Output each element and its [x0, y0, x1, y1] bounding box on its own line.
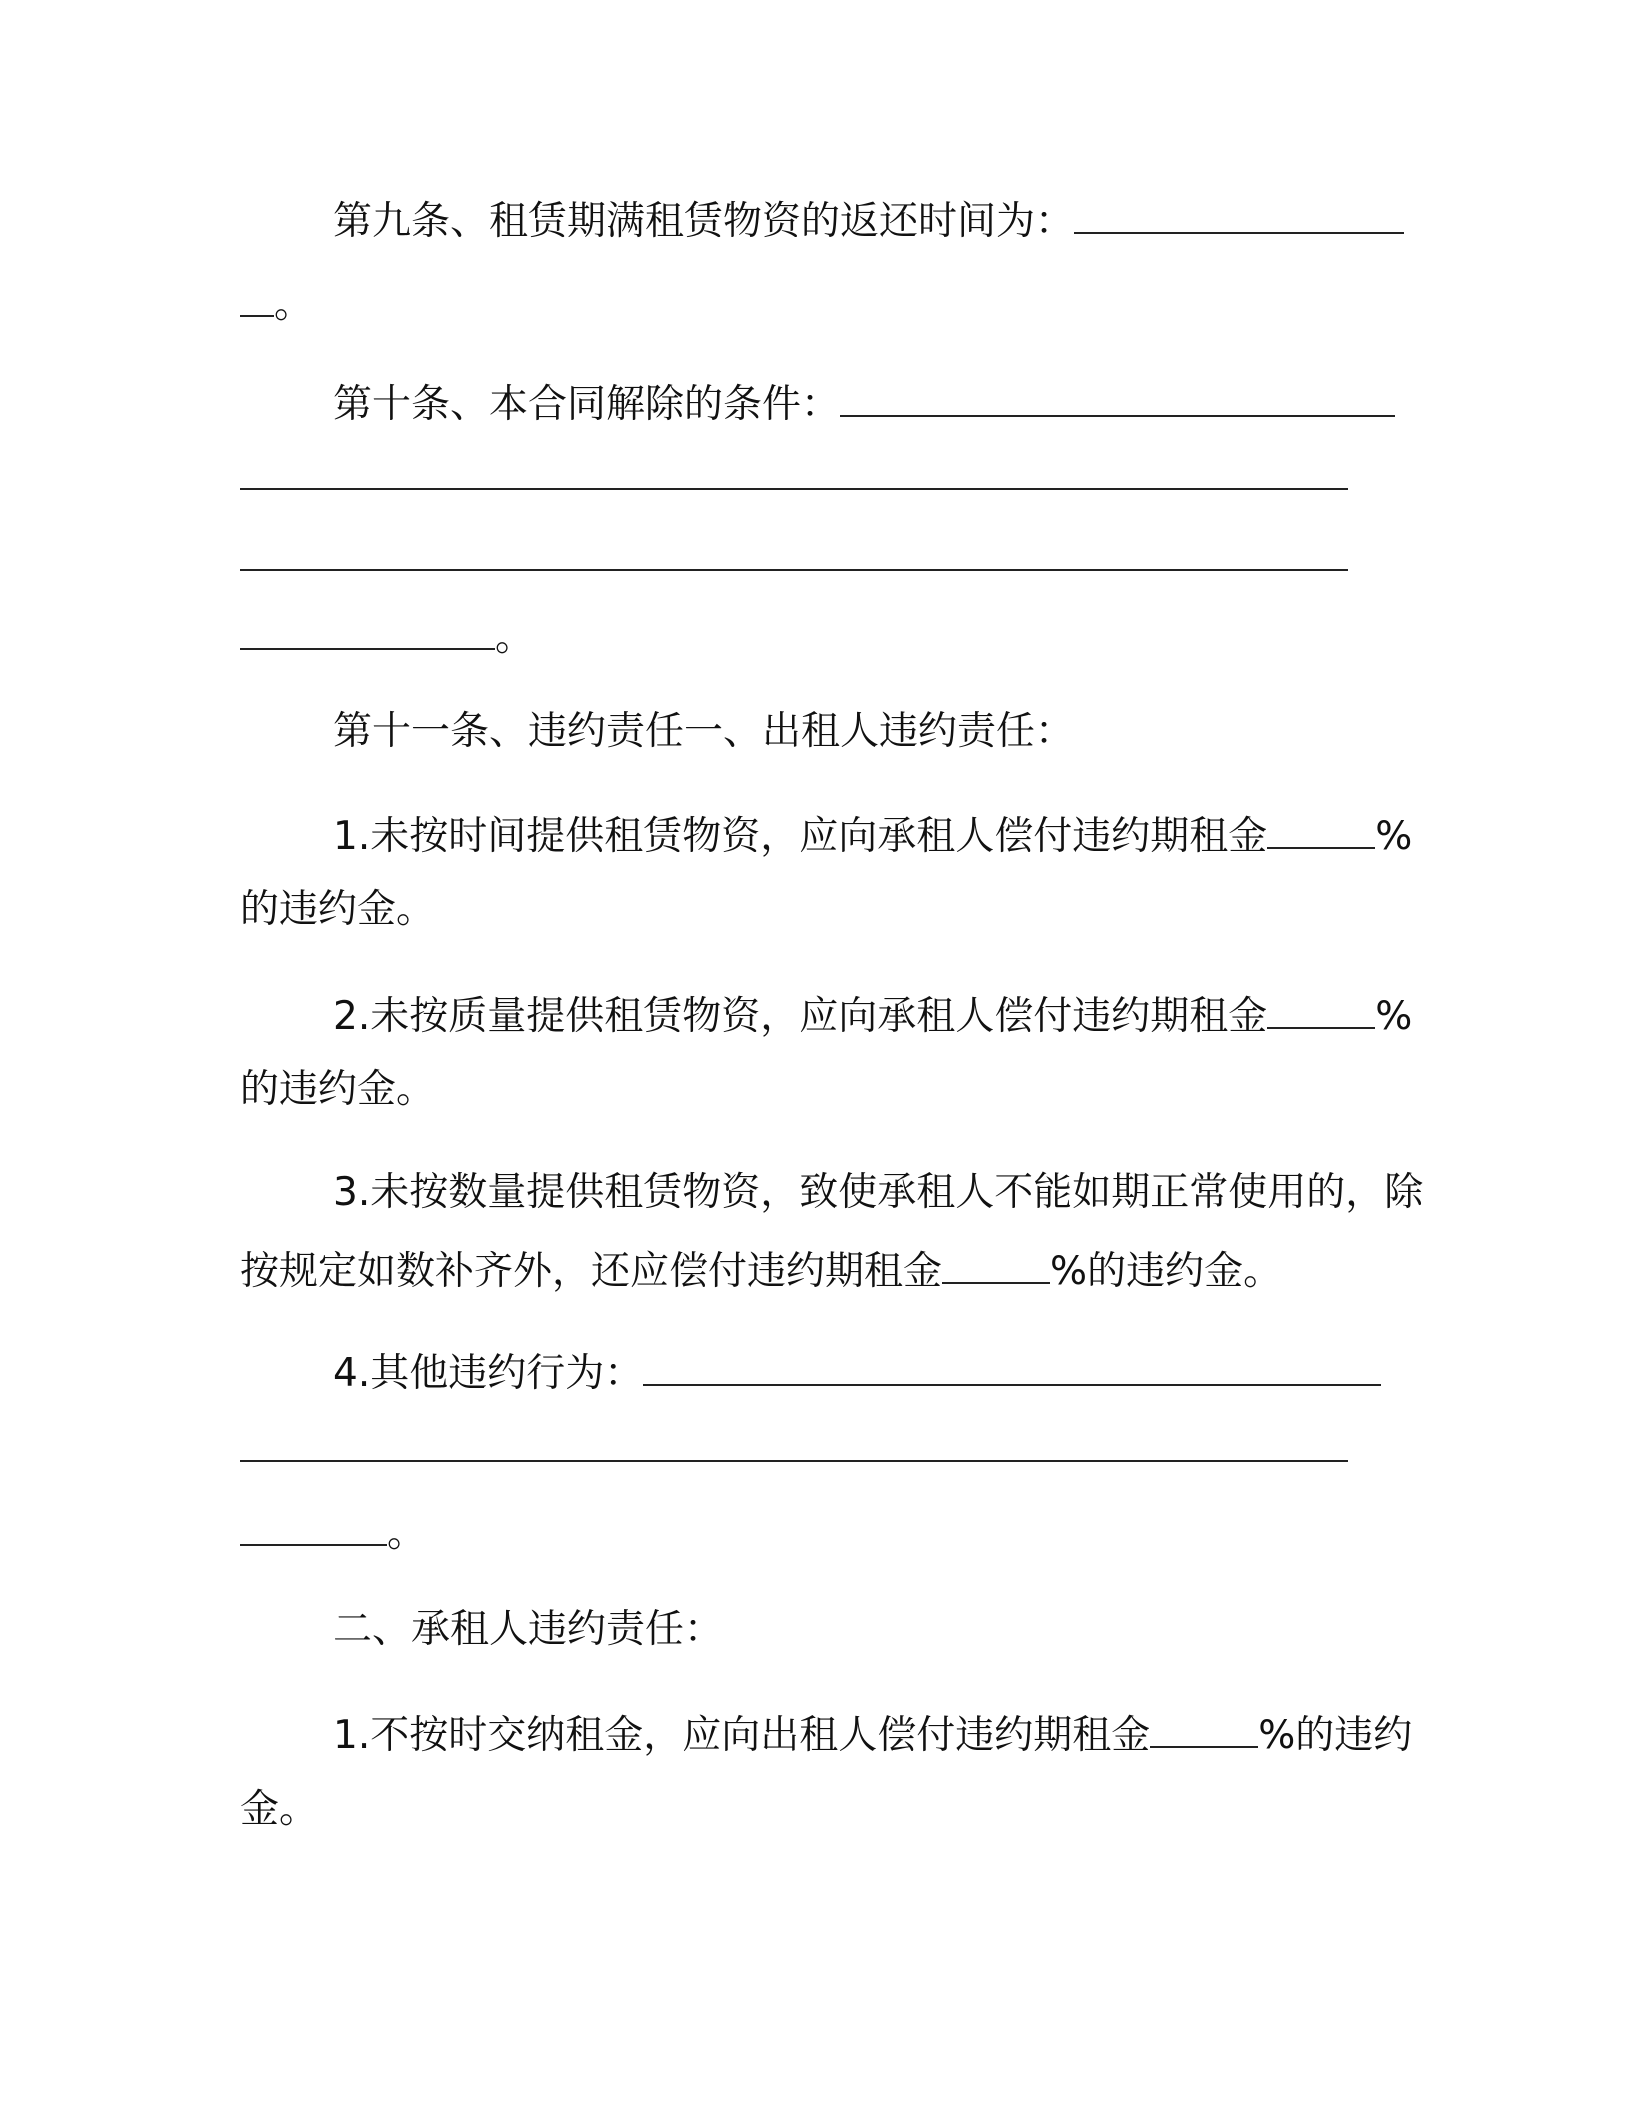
lessor-item-4-end: 。 [387, 1511, 427, 1556]
lessor-item-1-percent-sign: % [1375, 814, 1413, 859]
article-10-text: 第十条、本合同解除的条件： [333, 382, 841, 427]
lessor-item-1-end: 的违约金。 [240, 887, 436, 932]
lessor-item-1 [333, 805, 1412, 867]
lessee-item-1-continuation [240, 1780, 318, 1840]
lessor-item-2-end: 的违约金。 [240, 1067, 436, 1112]
lessee-item-1-end: 金。 [240, 1787, 319, 1832]
lessee-item-1 [333, 1704, 1412, 1766]
lessor-item-3 [333, 1163, 1423, 1223]
other-breach-blank[interactable] [643, 1342, 1381, 1386]
return-time-blank-cont[interactable] [240, 273, 274, 317]
return-time-blank[interactable] [1074, 190, 1404, 234]
termination-conditions-line-2[interactable] [240, 488, 1348, 490]
other-breach-line-3[interactable] [240, 1502, 387, 1546]
article-10-continuation [240, 606, 534, 668]
lessee-item-1-text-2: %的违约 [1258, 1713, 1413, 1758]
article-11-heading-text: 第十一条、违约责任一、出租人违约责任： [333, 709, 1075, 754]
lessor-item-3-percent-blank[interactable] [942, 1240, 1050, 1284]
lessor-item-4-text: 4.其他违约行为： [333, 1351, 644, 1396]
lessor-item-2-continuation [240, 1060, 435, 1120]
lessee-item-1-text: 1.不按时交纳租金，应向出租人偿付违约期租金 [333, 1713, 1151, 1758]
lessor-item-2-percent-sign: % [1375, 994, 1413, 1039]
lessor-item-4-continuation [240, 1502, 426, 1564]
lessor-item-1-text: 1.未按时间提供租赁物资，应向承租人偿付违约期租金 [333, 814, 1268, 859]
lessor-item-4 [333, 1342, 1381, 1404]
lessor-item-1-percent-blank[interactable] [1267, 805, 1375, 849]
termination-conditions-blank[interactable] [840, 373, 1395, 417]
lessor-item-3-end: %的违约金。 [1050, 1249, 1283, 1294]
lessor-item-2-text: 2.未按质量提供租赁物资，应向承租人偿付违约期租金 [333, 994, 1268, 1039]
lessor-item-3-continuation [240, 1240, 1282, 1302]
article-9-continuation [240, 273, 313, 335]
other-breach-line-2[interactable] [240, 1460, 1348, 1462]
article-10-end: 。 [495, 615, 535, 660]
lessor-item-1-continuation [240, 880, 435, 940]
lessor-item-3-text-2: 按规定如数补齐外，还应偿付违约期租金 [240, 1249, 943, 1294]
lessor-item-2 [333, 985, 1412, 1047]
article-10 [333, 373, 1395, 435]
article-11-heading [333, 702, 1074, 762]
termination-conditions-line-3[interactable] [240, 569, 1348, 571]
article-9-end: 。 [274, 282, 314, 327]
lessee-item-1-percent-blank[interactable] [1150, 1704, 1258, 1748]
lessee-heading [333, 1600, 723, 1660]
lessor-item-2-percent-blank[interactable] [1267, 985, 1375, 1029]
article-9 [333, 190, 1404, 252]
article-9-text: 第九条、租赁期满租赁物资的返还时间为： [333, 199, 1075, 244]
termination-conditions-line-4[interactable] [240, 606, 495, 650]
lessee-heading-text: 二、承租人违约责任： [333, 1607, 724, 1652]
lessor-item-3-text: 3.未按数量提供租赁物资，致使承租人不能如期正常使用的，除 [333, 1170, 1424, 1215]
